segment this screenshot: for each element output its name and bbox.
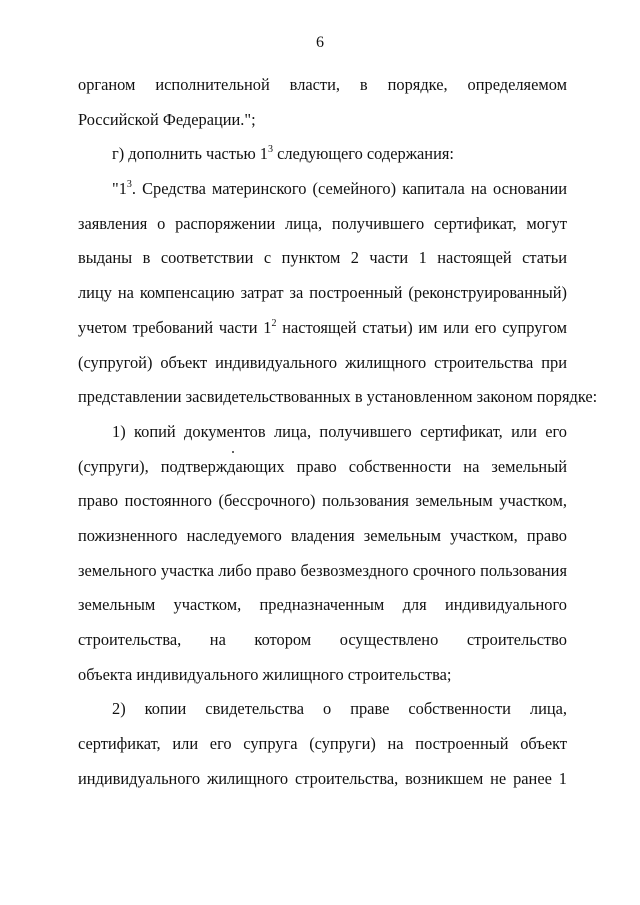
text-line: "$1^3$. Средства материнского (семейного) капитала на основании (112, 179, 567, 199)
text-line: право постоянного (бессрочного) пользования земельным участком, (78, 491, 567, 511)
scan-speck (232, 451, 234, 453)
text-line: земельным участком, предназначенным для индивидуального (78, 595, 567, 615)
text-line: земельного участка либо право безвозмездного срочного пользования (78, 560, 567, 580)
text-line: представлении засвидетельствованных в установленном законом порядке: (78, 387, 598, 407)
text-line: индивидуального жилищного строительства, возникшем не ранее 1 (78, 768, 567, 788)
text-line: (супругой) объект индивидуального жилищного строительства при (78, 352, 567, 372)
text-line: лицу на компенсацию затрат за построенный (реконструированный) (78, 283, 567, 303)
text-line: 1) копий документов лица, получившего сертификат, или его (112, 421, 567, 441)
text-line: г) дополнить частью $1^3$ следующего содержания: (112, 144, 454, 164)
text-line: 2) копии свидетельства о праве собственности лица, (112, 699, 567, 719)
page-number: 6 (316, 34, 324, 51)
text-line: объекта индивидуального жилищного строительства; (78, 664, 452, 684)
text-line: пожизненного наследуемого владения земельным участком, право (78, 525, 567, 545)
text-line: (супруги), подтверждающих право собственности на земельный (78, 456, 567, 476)
text-line: учетом требований части $1^2$ настоящей статьи) им или его супругом (78, 317, 567, 337)
body-text (78, 68, 598, 796)
text-line: выданы в соответствии с пунктом 2 части 1 настоящей статьи (78, 248, 567, 268)
text-line: сертификат, или его супруга (супруги) на построенный объект (78, 734, 567, 754)
text-line: Российской Федерации."; (78, 109, 256, 129)
text-line: заявления о распоряжении лица, получившего сертификат, могут (78, 213, 567, 233)
text-line: органом исполнительной власти, в порядке, определяемом (78, 75, 567, 94)
text-line: строительства, на котором осуществлено строительство (78, 630, 567, 649)
